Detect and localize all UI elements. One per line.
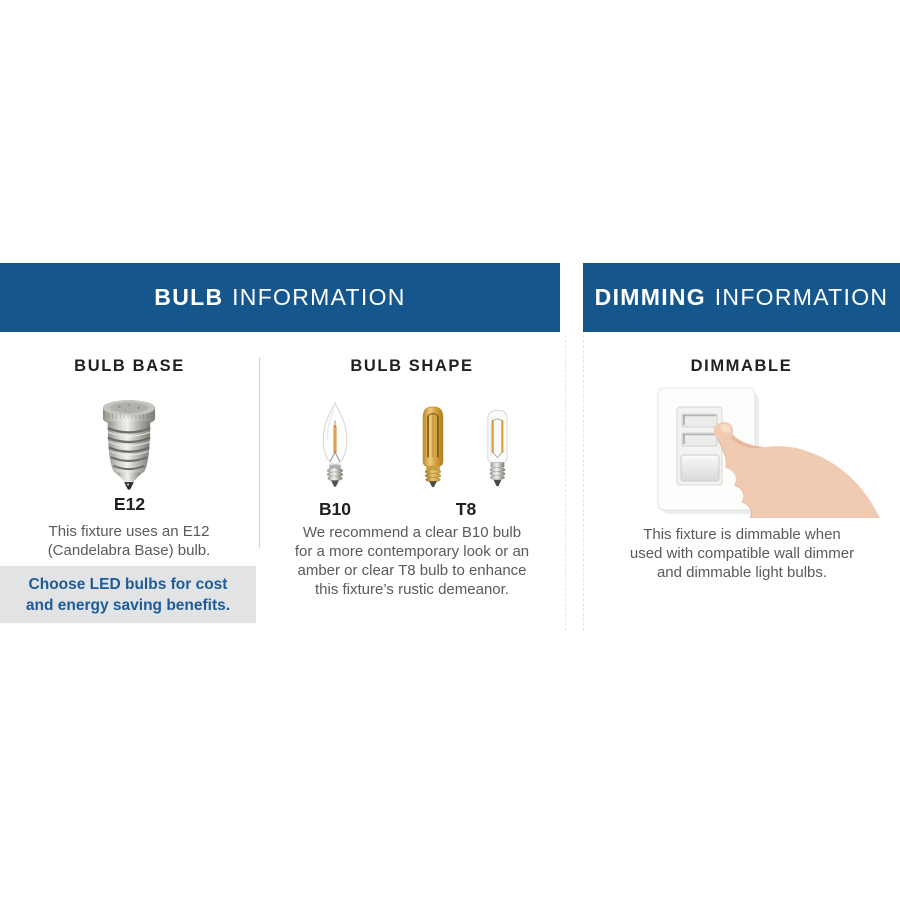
bulb-shape-description: [269, 523, 555, 599]
header-bold-text: DIMMING: [594, 284, 706, 310]
header-regular-text: INFORMATION: [232, 284, 406, 310]
bulb-shape-heading: BULB SHAPE: [350, 357, 474, 375]
b10-bulb-image: [318, 401, 352, 495]
header-bold-text: BULB: [154, 284, 224, 310]
description-line: This fixture is dimmable when: [643, 526, 841, 543]
description-line: We recommend a clear B10 bulb: [302, 524, 522, 541]
description-line: This fixture uses an E12: [48, 523, 210, 540]
panel-edge-divider: [565, 335, 566, 631]
column-divider: [259, 357, 260, 548]
led-note-box: [0, 566, 256, 623]
description-line: used with compatible wall dimmer: [629, 545, 855, 562]
t8-clear-bulb-image: [483, 407, 512, 491]
dimmable-description: [596, 525, 888, 582]
dimming-information-header: [583, 263, 900, 332]
description-line: for a more contemporary look or an: [294, 543, 530, 560]
bulb-base-description: [14, 522, 244, 560]
note-line: and energy saving benefits.: [25, 597, 231, 614]
dimmer-switch-hand-image: [650, 383, 880, 518]
header-regular-text: INFORMATION: [714, 284, 889, 310]
t8-amber-bulb-image: [416, 404, 450, 489]
b10-label: B10: [318, 499, 352, 519]
panel-edge-divider: [583, 335, 584, 631]
bulb-base-heading: BULB BASE: [74, 357, 185, 375]
dimmable-heading: DIMMABLE: [690, 357, 793, 375]
description-line: amber or clear T8 bulb to enhance: [297, 562, 527, 579]
e12-label: E12: [113, 494, 146, 514]
description-line: and dimmable light bulbs.: [656, 564, 828, 581]
e12-base-image: [100, 395, 158, 493]
description-line: this fixture’s rustic demeanor.: [315, 581, 509, 598]
t8-label: T8: [455, 499, 477, 519]
bulb-information-header: [0, 263, 560, 332]
note-line: Choose LED bulbs for cost: [28, 576, 228, 593]
led-note-text: [0, 574, 256, 616]
description-line: (Candelabra Base) bulb.: [47, 542, 211, 559]
